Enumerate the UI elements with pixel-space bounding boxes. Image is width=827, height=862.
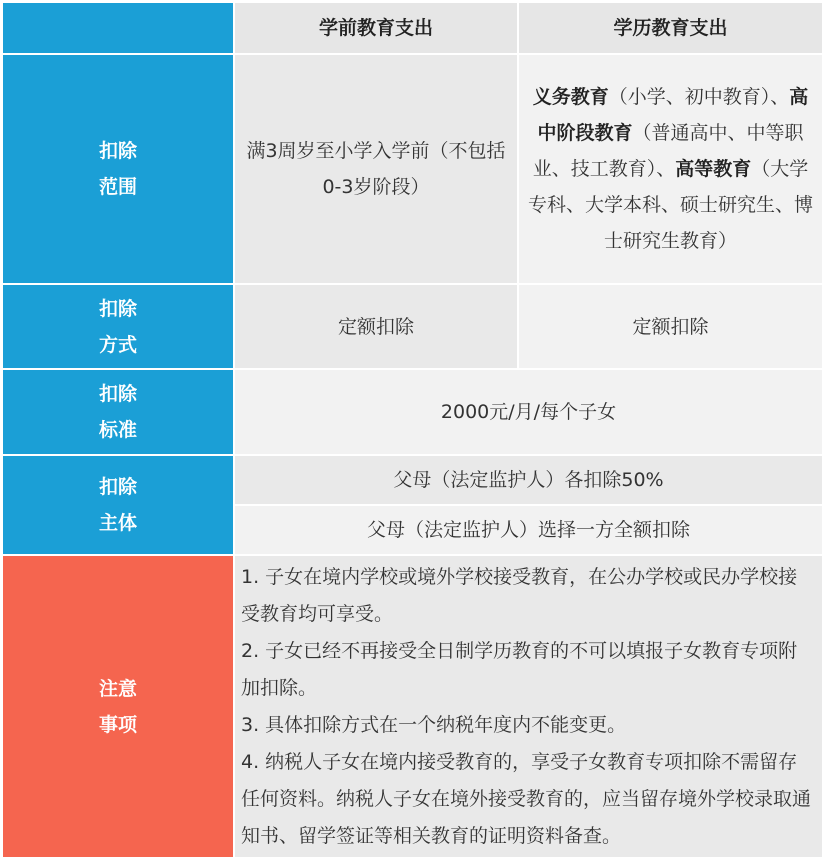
- label-method: [3, 285, 235, 370]
- note-item: 4. 纳税人子女在境内接受教育的，享受子女教育专项扣除不需留存任何资料。纳税人子女在境外接受教育的，应当留存境外学校录取通知书、留学签证等相关教育的证明资料备查。: [241, 750, 812, 847]
- label-notes: [3, 556, 235, 859]
- header-corner: [3, 3, 235, 55]
- notes-content: [235, 556, 824, 859]
- note-item: 3. 具体扣除方式在一个纳税年度内不能变更。: [241, 713, 627, 736]
- subject-option-half: 父母（法定监护人）各扣除50%: [235, 456, 824, 506]
- scope-academic: [519, 55, 824, 285]
- label-scope: [3, 55, 235, 285]
- term-higher: 高等教育: [675, 158, 752, 180]
- scope-preschool: 满3周岁至小学入学前（不包括0-3岁阶段）: [235, 55, 519, 285]
- label-standard: [3, 370, 235, 456]
- header-preschool: 学前教育支出: [235, 3, 519, 55]
- label-subject: [3, 456, 235, 556]
- term-compulsory: 义务教育: [532, 86, 609, 108]
- method-preschool: 定额扣除: [235, 285, 519, 370]
- label-subject-line2: 主体: [98, 512, 137, 534]
- label-method-line2: 方式: [98, 333, 137, 356]
- note-item: 2. 子女已经不再接受全日制学历教育的不可以填报子女教育专项附加扣除。: [241, 639, 798, 699]
- desc-compulsory: （小学、初中教育）、: [608, 86, 790, 108]
- label-subject-line1: 扣除: [98, 476, 137, 498]
- subject-option-full: 父母（法定监护人）选择一方全额扣除: [235, 506, 824, 556]
- row-scope: [3, 55, 824, 285]
- label-notes-line2: 事项: [98, 713, 137, 736]
- label-scope-line2: 范围: [98, 176, 137, 198]
- label-standard-line2: 标准: [98, 419, 137, 441]
- row-method: [3, 285, 824, 370]
- label-standard-line1: 扣除: [98, 383, 137, 405]
- label-scope-line1: 扣除: [98, 140, 137, 162]
- row-standard: [3, 370, 824, 456]
- row-subject-1: [3, 456, 824, 506]
- desc-higher: （大学专科、大学本科、硕士研究生、博士研究生教育）: [527, 158, 813, 252]
- row-notes: [3, 556, 824, 859]
- method-academic: 定额扣除: [519, 285, 824, 370]
- deduction-table: [3, 3, 824, 859]
- term-highschool: 高中阶段教育: [537, 86, 809, 144]
- note-item: 1. 子女在境内学校或境外学校接受教育，在公办学校或民办学校接受教育均可享受。: [241, 565, 798, 625]
- label-method-line1: 扣除: [98, 297, 137, 320]
- label-notes-line1: 注意: [98, 677, 137, 700]
- standard-value: 2000元/月/每个子女: [235, 370, 824, 456]
- header-academic: 学历教育支出: [519, 3, 824, 55]
- desc-highschool: （普通高中、中等职业、技工教育）、: [532, 122, 804, 180]
- header-row: [3, 3, 824, 55]
